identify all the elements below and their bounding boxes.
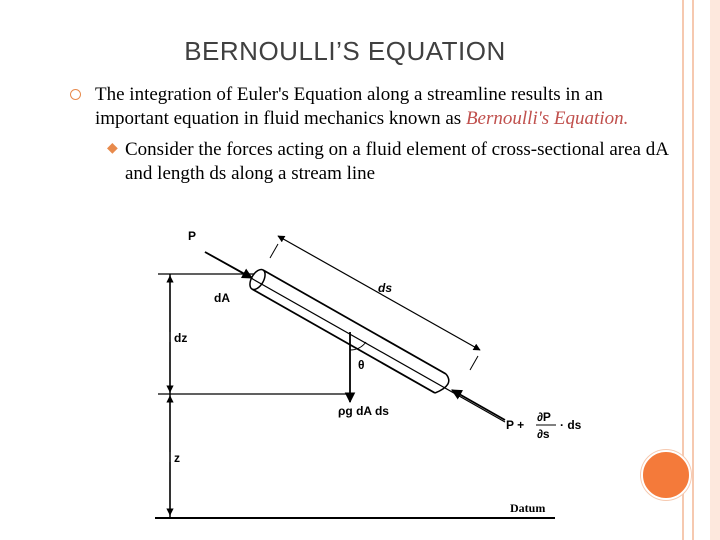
label-datum: Datum: [510, 501, 546, 515]
streamline-element-diagram: [150, 212, 600, 522]
label-p: P: [188, 229, 197, 243]
bullet-1-emphasis: Bernoulli's Equation.: [465, 108, 629, 129]
bullet-2-text: Consider the forces acting on a fluid element of cross-sectional area dA and length ds along a stream line: [125, 139, 668, 184]
label-ds: ds: [378, 281, 393, 295]
bullet-1-text: The integration of Euler's Equation along a streamline results in an important equation in fluid mechanics known as: [95, 84, 603, 129]
bullet-1: [95, 83, 670, 131]
fluid-element-cylinder: [247, 267, 449, 393]
frame-line-inner: [692, 0, 694, 540]
frame-edge: [710, 0, 720, 540]
label-theta: θ: [358, 358, 365, 372]
label-p-plus: P +: [506, 418, 525, 432]
bullet-2: [125, 138, 680, 186]
label-dp: ∂P: [537, 410, 551, 424]
bullet-circle-icon: [70, 89, 81, 100]
label-weight: ρg dA ds: [338, 404, 389, 418]
pressure-arrow-p-plus: [452, 390, 505, 420]
label-da: dA: [214, 291, 230, 305]
bullet-dash-icon: ◆: [107, 140, 118, 156]
slide-title: BERNOULLI’S EQUATION: [184, 36, 506, 66]
ds-extension-bottom: [470, 356, 478, 370]
label-ds-denominator: ∂s: [537, 427, 550, 441]
decorative-orb-icon: [641, 450, 691, 500]
ds-extension-top: [270, 244, 278, 258]
label-ds-suffix: · ds: [560, 418, 582, 432]
label-z: z: [174, 451, 180, 465]
label-dz: dz: [174, 331, 188, 345]
